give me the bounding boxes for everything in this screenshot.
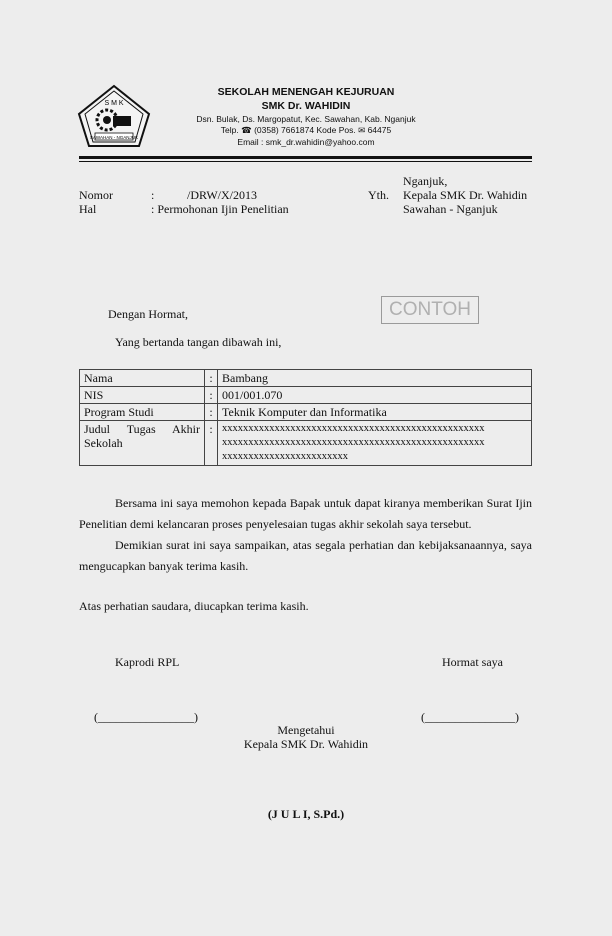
row-value: Bambang (218, 370, 532, 387)
school-type: SEKOLAH MENENGAH KEJURUAN (217, 86, 395, 98)
right-signatory-title: Hormat saya (442, 655, 503, 669)
postcode: 64475 (367, 125, 392, 135)
intro: Yang bertanda tangan dibawah ini, (115, 335, 282, 349)
recipient-name: Kepala SMK Dr. Wahidin (403, 188, 528, 202)
recipient-location: Sawahan - Nganjuk (403, 202, 498, 216)
letterhead-rule-thick (79, 156, 532, 159)
svg-text:SAWAHAN - NGANJUK: SAWAHAN - NGANJUK (90, 135, 138, 140)
row-value: 001/001.070 (218, 387, 532, 404)
table-row (80, 404, 532, 421)
row-label (80, 421, 205, 466)
school-name: SMK Dr. WAHIDIN (261, 100, 351, 112)
recipient-place: Nganjuk, (403, 174, 448, 188)
hal-label: Hal (79, 202, 97, 216)
judul-value-line-1: xxxxxxxxxxxxxxxxxxxxxxxxxxxxxxxxxxxxxxxxxxxxxxxxxx (222, 423, 485, 434)
left-signatory-title: Kaprodi RPL (115, 655, 180, 669)
table-row (80, 421, 532, 466)
school-logo (77, 84, 151, 150)
body-paragraph-2: Demikian surat ini saya sampaikan, atas segala perhatian dan kebijaksanaannya, saya mengucapkan banyak terima kasih. (79, 538, 532, 573)
school-email: Email : smk_dr.wahidin@yahoo.com (237, 137, 375, 147)
row-value (218, 421, 532, 466)
greeting: Dengan Hormat, (108, 307, 188, 321)
row-label: NIS (80, 387, 205, 404)
row-value: Teknik Komputer dan Informatika (218, 404, 532, 421)
nomor-label: Nomor (79, 188, 113, 202)
student-info-table (79, 369, 532, 466)
row-colon: : (205, 421, 218, 466)
recipient-yth: Yth. (368, 188, 389, 202)
phone-number: (0358) 7661874 Kode Pos. (254, 125, 356, 135)
headmaster-name: (J U L I, S.Pd.) (267, 807, 345, 821)
school-address: Dsn. Bulak, Ds. Margopatut, Kec. Sawahan, Kab. Nganjuk (196, 114, 416, 124)
letterhead-rule-thin (79, 161, 532, 162)
judul-value-line-2: xxxxxxxxxxxxxxxxxxxxxxxxxxxxxxxxxxxxxxxxxxxxxxxxxx (222, 437, 485, 448)
row-colon: : (205, 370, 218, 387)
acknowledged-label: Mengetahui (277, 723, 335, 737)
sample-stamp: CONTOH (381, 296, 479, 324)
nomor-colon: : (151, 188, 155, 202)
right-signature-blank: (_______________) (421, 710, 519, 724)
table-row (80, 387, 532, 404)
row-colon: : (205, 404, 218, 421)
judul-value-line-3: xxxxxxxxxxxxxxxxxxxxxxxx (222, 451, 348, 462)
school-phone-line (156, 125, 456, 136)
judul-label-line-1: Judul Tugas Akhir (84, 422, 200, 436)
hal-value: : Permohonan Ijin Penelitian (151, 202, 289, 216)
nomor-value: /DRW/X/2013 (187, 188, 258, 202)
left-signature-blank: (________________) (94, 710, 198, 724)
table-row (80, 370, 532, 387)
mail-icon: ✉ (358, 125, 366, 135)
svg-text:S M K: S M K (104, 100, 124, 107)
phone-icon: ☎ (241, 125, 252, 135)
body-paragraph-3: Atas perhatian saudara, diucapkan terima kasih. (79, 599, 309, 613)
body-paragraph-1: Bersama ini saya memohon kepada Bapak untuk dapat kiranya memberikan Surat Ijin Penelitian demi kelancaran proses penyelesaian tugas akhir sekolah saya tersebut. (79, 496, 532, 531)
row-colon: : (205, 387, 218, 404)
phone-label: Telp. (220, 125, 239, 135)
headmaster-title: Kepala SMK Dr. Wahidin (243, 737, 369, 751)
row-label: Program Studi (80, 404, 205, 421)
row-label: Nama (80, 370, 205, 387)
judul-label-line-2: Sekolah (84, 436, 123, 450)
